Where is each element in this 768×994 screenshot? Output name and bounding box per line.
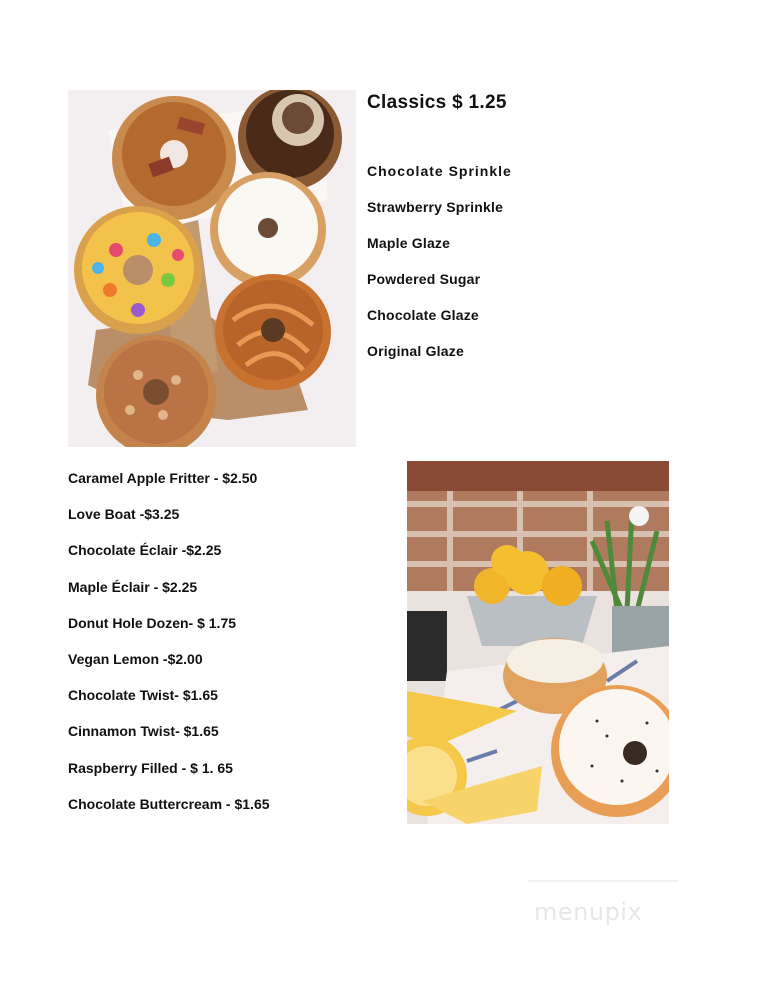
watermark: menupix [534, 898, 643, 926]
specials-list [68, 470, 270, 832]
list-item: Chocolate Glaze [367, 307, 479, 323]
list-item: Caramel Apple Fritter - $2.50 [68, 470, 258, 486]
list-item: Chocolate Buttercream - $1.65 [68, 795, 270, 812]
list-item: Vegan Lemon -$2.00 [68, 650, 203, 667]
list-item: Donut Hole Dozen- $ 1.75 [68, 614, 237, 631]
list-item: Chocolate Sprinkle [367, 163, 512, 179]
list-item: Raspberry Filled - $ 1. 65 [68, 759, 233, 776]
donut-assortment-photo [68, 90, 356, 447]
list-item: Love Boat -$3.25 [68, 506, 180, 523]
list-item: Cinnamon Twist- $1.65 [68, 723, 219, 740]
classics-list [367, 163, 512, 379]
list-item: Original Glaze [367, 343, 464, 359]
list-item: Powdered Sugar [367, 271, 481, 287]
watermark-divider [528, 880, 678, 882]
list-item: Strawberry Sprinkle [367, 199, 504, 215]
list-item: Maple Éclair - $2.25 [68, 578, 198, 595]
list-item: Chocolate Éclair -$2.25 [68, 542, 222, 559]
list-item: Maple Glaze [367, 235, 451, 251]
list-item: Chocolate Twist- $1.65 [68, 687, 218, 704]
classics-title: Classics $ 1.25 [367, 92, 507, 113]
lemon-donut-photo [407, 461, 669, 824]
